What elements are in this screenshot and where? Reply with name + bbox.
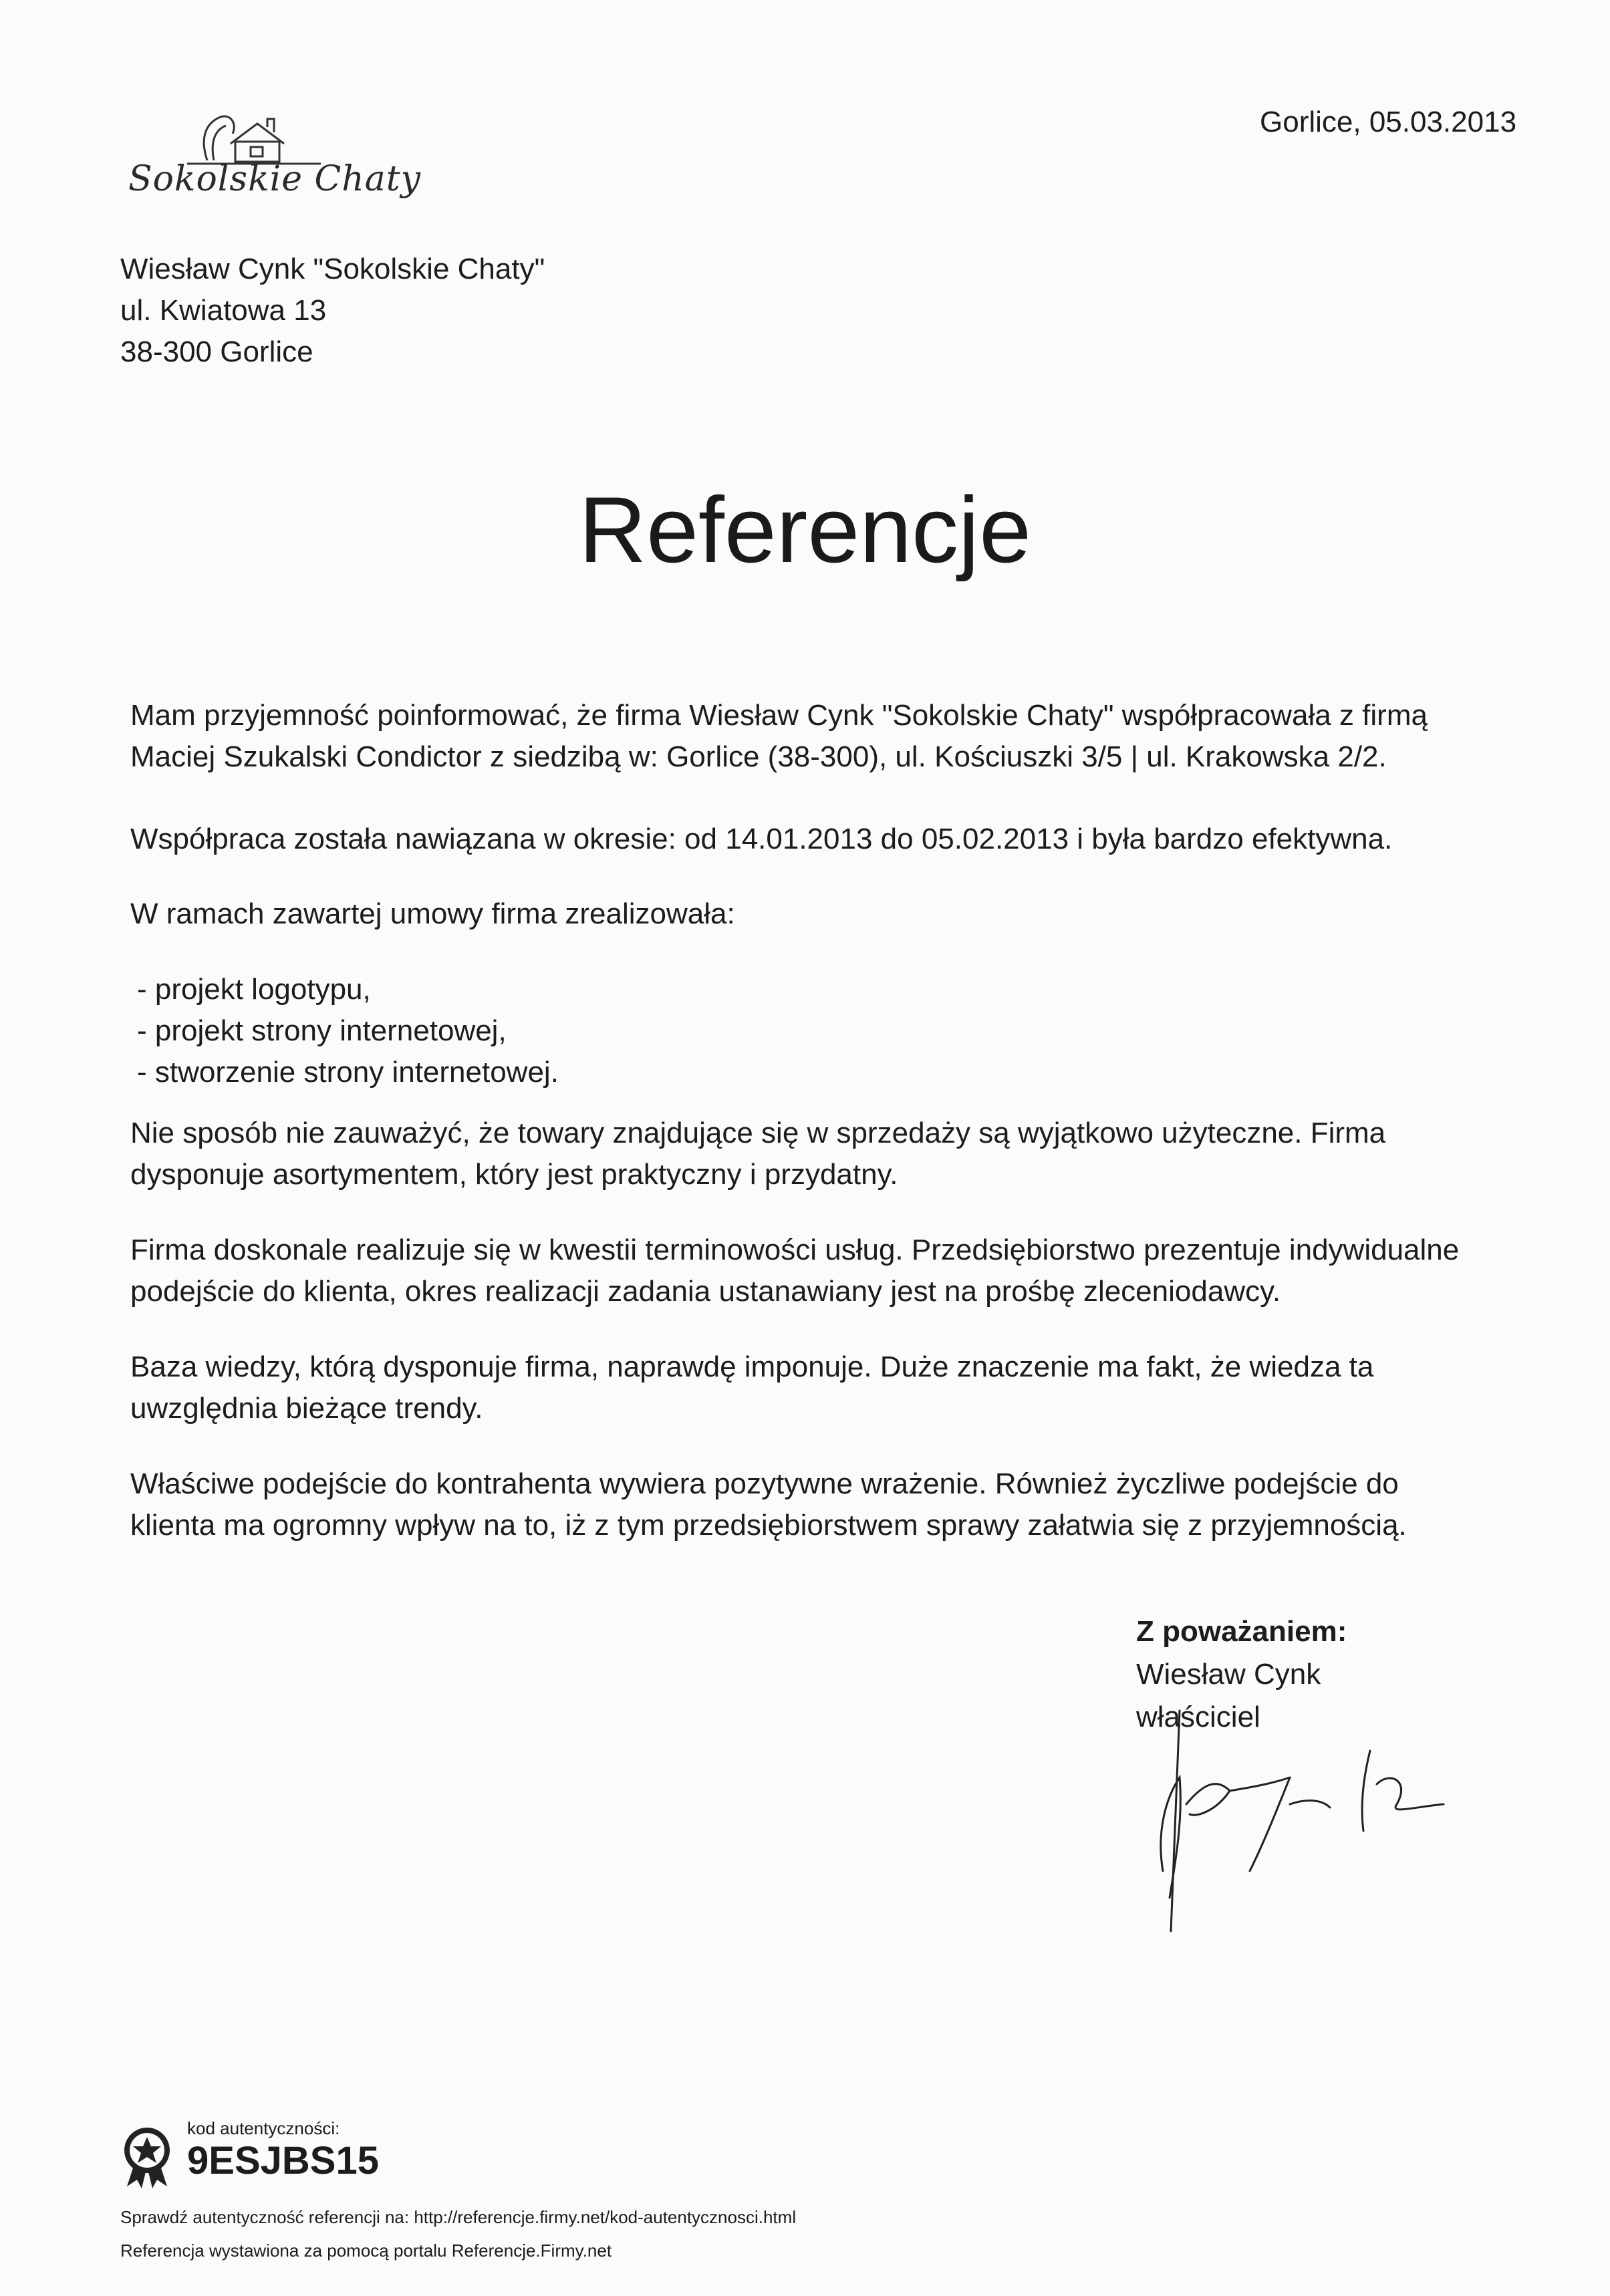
paragraph-products bbox=[130, 1113, 1494, 1195]
company-logo bbox=[120, 107, 422, 207]
document-title: Referencje bbox=[578, 477, 1032, 582]
letter-date: Gorlice, 05.03.2013 bbox=[1260, 106, 1517, 138]
auth-code-label: kod autentyczności: bbox=[187, 2118, 340, 2138]
sender-street: ul. Kwiatowa 13 bbox=[120, 294, 327, 327]
logo-text: Sokolskie Chaty bbox=[128, 159, 422, 199]
list-item: - stworzenie strony internetowej. bbox=[137, 1056, 559, 1089]
paragraph-line: Nie sposób nie zauważyć, że towary znajdujące się w sprzedaży są wyjątkowo użyteczne. Firma bbox=[130, 1117, 1386, 1149]
sender-city: 38-300 Gorlice bbox=[120, 335, 313, 368]
closing-name: Wiesław Cynk bbox=[1136, 1658, 1321, 1691]
paragraph-line: Mam przyjemność poinformować, że firma Wiesław Cynk "Sokolskie Chaty" współpracowała z firmą bbox=[130, 699, 1428, 732]
paragraph-knowledge bbox=[130, 1346, 1494, 1429]
paragraph-line: podejście do klienta, okres realizacji zadania ustanawiany jest na prośbę zleceniodawcy. bbox=[130, 1275, 1281, 1308]
paragraph-intro bbox=[130, 695, 1494, 778]
paragraph-line: klienta ma ogromny wpływ na to, iż z tym przedsiębiorstwem sprawy załatwia się z przyjemnością. bbox=[130, 1509, 1407, 1542]
paragraph-timeliness bbox=[130, 1230, 1494, 1312]
paragraph-approach bbox=[130, 1463, 1494, 1546]
paragraph-line: W ramach zawartej umowy firma zrealizowała: bbox=[130, 897, 735, 930]
sender-address bbox=[120, 249, 545, 373]
auth-code: 9ESJBS15 bbox=[187, 2139, 379, 2182]
list-item: - projekt strony internetowej, bbox=[137, 1014, 507, 1047]
closing-role: właściciel bbox=[1136, 1701, 1260, 1733]
handwritten-signature bbox=[1129, 1697, 1477, 1938]
closing-regards: Z poważaniem: bbox=[1136, 1615, 1347, 1648]
paragraph-scope bbox=[130, 893, 1494, 935]
paragraph-line: uwzględnia bieżące trendy. bbox=[130, 1392, 483, 1425]
list-item: - projekt logotypu, bbox=[137, 973, 371, 1006]
paragraph-line: Maciej Szukalski Condictor z siedzibą w: Gorlice (38-300), ul. Kościuszki 3/5 | ul. Krakowska 2/2. bbox=[130, 740, 1387, 773]
issued-by-text: Referencja wystawiona za pomocą portalu Referencje.Firmy.net bbox=[120, 2241, 612, 2261]
house-logo-icon bbox=[120, 107, 374, 167]
paragraph-line: Baza wiedzy, którą dysponuje firma, naprawdę imponuje. Duże znaczenie ma fakt, że wiedza ta bbox=[130, 1350, 1374, 1383]
services-list bbox=[137, 969, 559, 1093]
sender-name: Wiesław Cynk "Sokolskie Chaty" bbox=[120, 253, 545, 285]
verification-text: Sprawdź autentyczność referencji na: http://referencje.firmy.net/kod-autentycznosci.html bbox=[120, 2207, 797, 2227]
paragraph-line: Firma doskonale realizuje się w kwestii terminowości usług. Przedsiębiorstwo prezentuje indywidualne bbox=[130, 1234, 1460, 1266]
paragraph-line: Właściwe podejście do kontrahenta wywiera pozytywne wrażenie. Również życzliwe podejście do bbox=[130, 1467, 1399, 1500]
paragraph-line: dysponuje asortymentem, który jest praktyczny i przydatny. bbox=[130, 1158, 898, 1191]
badge-star-icon bbox=[120, 2125, 174, 2188]
paragraph-line: Współpraca została nawiązana w okresie: od 14.01.2013 do 05.02.2013 i była bardzo efektywna. bbox=[130, 823, 1393, 855]
paragraph-period bbox=[130, 819, 1494, 860]
